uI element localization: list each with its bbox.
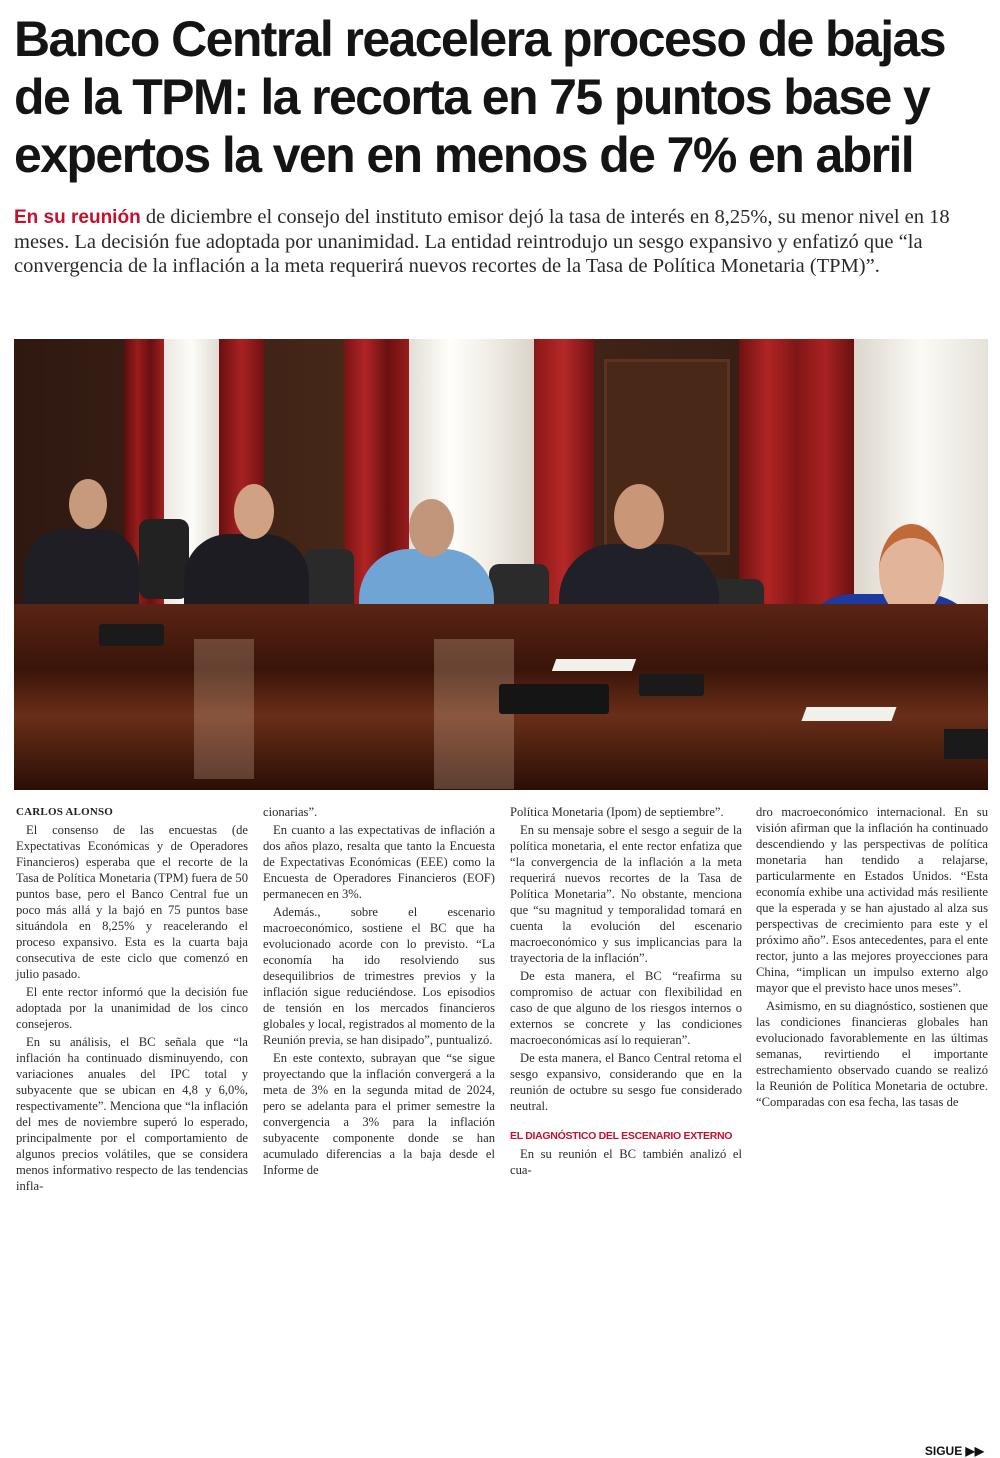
article-column-2 <box>263 804 495 1180</box>
headline-line: de la TPM: la recorta en 75 puntos base y <box>14 69 930 125</box>
lede-text: de diciembre el consejo del instituto emisor dejó la tasa de interés en 8,25%, su menor nivel en 18 meses. La decisión fue adoptada por unanimidad. La entidad reintrodujo un sesgo expansivo y enfatizó que “la convergencia de la inflación a la meta requerirá nuevos recortes de la Tasa de Política Monetaria (TPM)”. <box>14 206 950 277</box>
article-column-1 <box>16 804 248 1196</box>
headline-line: expertos la ven en menos de 7% en abril <box>14 127 914 183</box>
headline <box>14 10 994 184</box>
paragraph: cionarias”. <box>263 805 318 819</box>
paragraph: De esta manera, el Banco Central retoma el sesgo expansivo, considerando que en la reunión de octubre su sesgo fue considerado neutral. <box>510 1051 742 1113</box>
headline-line: Banco Central reacelera proceso de bajas <box>14 11 945 67</box>
article-photo <box>14 339 988 790</box>
article-column-3 <box>510 804 742 1180</box>
paragraph: De esta manera, el BC “reafirma su compromiso de actuar con flexibilidad en caso de que alguno de los riesgos internos o externos se concrete y las condiciones macroeconómicas así lo requieran”. <box>510 969 742 1047</box>
paragraph: Asimismo, en su diagnóstico, sostienen que las condiciones financieras globales han evolucionado favorablemente en las últimas semanas, revirtiendo el importante estrechamiento observado cuando se realizó la Reunión de Política Monetaria de octubre. “Comparadas con esa fecha, las tasas de <box>756 999 988 1109</box>
section-subhead: EL DIAGNÓSTICO DEL ESCENARIO EXTERNO <box>510 1130 733 1142</box>
paragraph: dro macroeconómico internacional. En su visión afirman que la inflación ha continuado descendiendo y las perspectivas de política monetaria han tendido a relajarse, particularmente en Estados Unidos. “Esta economía exhibe una actividad más resiliente que la esperada y se han ajustado al alza sus perspectivas de crecimiento para este y el próximo año”. Esos antecedentes, para el ente rector, junto a las mejores proyecciones para China, “implican un impulso externo algo mayor que el previsto hace unos meses”. <box>756 805 988 995</box>
paragraph: En su reunión el BC también analizó el cua- <box>510 1147 742 1177</box>
continue-label: SIGUE ▶▶ <box>924 1444 984 1458</box>
paragraph: En este contexto, subrayan que “se sigue proyectando que la inflación convergerá a la meta de 3% en la segunda mitad de 2024, pero se adelanta para el primer semestre la convergencia a 3% para la inflación subyacente componente donde se han acumulado diferencias a la baja desde el Informe de <box>263 1051 495 1177</box>
article-column-4 <box>756 804 988 1112</box>
article-body <box>16 804 992 1458</box>
lede <box>14 205 986 278</box>
byline: CARLOS ALONSO <box>16 806 114 818</box>
lede-kicker: En su reunión <box>14 207 141 228</box>
paragraph: Además., sobre el escenario macroeconómico, sostiene el BC que ha evolucionado acorde con lo previsto. “La economía ha ido resolviendo sus desequilibrios de trimestres previos y la inflación sigue reduciéndose. Los episodios de tensión en los mercados financieros globales y local, registrados al momento de la Reunión previa, se han disipado”, puntualizó. <box>263 905 495 1047</box>
paragraph: En su análisis, el BC señala que “la inflación ha continuado disminuyendo, con variaciones anuales del IPC total y subyacente que se ubican en 4,8 y 6,0%, respectivamente”. Menciona que “la inflación del mes de noviembre superó lo esperado, principalmente por el comportamiento de algunos precios volátiles, que se considera menos informativo respecto de las tendencias infla- <box>16 1035 248 1193</box>
paragraph: El consenso de las encuestas (de Expectativas Económicas y de Operadores Financieros) esperaba que el recorte de la Tasa de Política Monetaria (TPM) fuera de 50 puntos base, pero el Banco Central fue un poco más allá y la bajó en 75 puntos base situándola en 8,25% y reacelerando el proceso expansivo. Esta es la cuarta baja consecutiva de este ciclo que comenzó en julio pasado. <box>16 823 248 981</box>
paragraph: Política Monetaria (Ipom) de septiembre”. <box>510 805 724 819</box>
paragraph: En cuanto a las expectativas de inflación a dos años plazo, resalta que tanto la Encuesta de Expectativas Económicas (EEE) como la Encuesta de Operadores Financieros (EOF) permanecen en 3%. <box>263 823 495 901</box>
paragraph: El ente rector informó que la decisión fue adoptada por la unanimidad de los cinco consejeros. <box>16 985 248 1031</box>
paragraph: En su mensaje sobre el sesgo a seguir de la política monetaria, el ente rector enfatiza que “la convergencia de la inflación a la meta requerirá nuevos recortes de la Tasa de Política Monetaria”. No obstante, menciona que “su magnitud y temporalidad tomará en cuenta la evolución del escenario macroeconómico y sus implicancias para la trayectoria de la inflación”. <box>510 823 742 965</box>
